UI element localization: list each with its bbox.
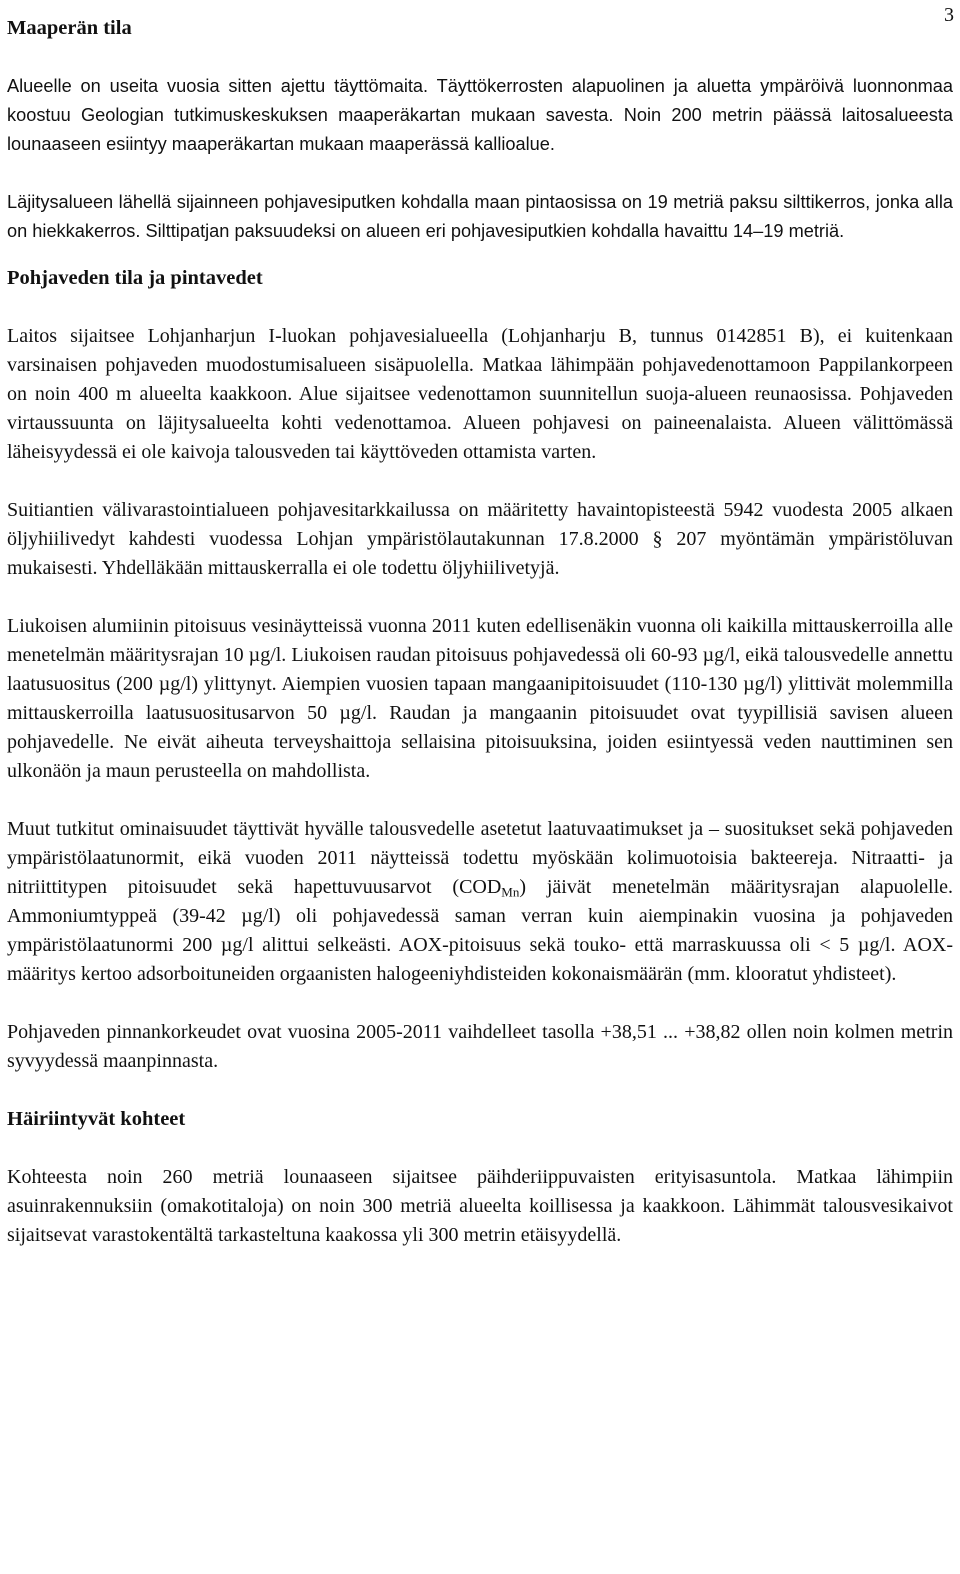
paragraph-soil-1: Alueelle on useita vuosia sitten ajettu täyttömaita. Täyttökerrosten alapuolinen ja aluetta ympäröivä luonnonmaa koostuu Geologian tutkimuskeskuksen maaperäkartan mukaan savesta. Noin 200 metrin päässä laitosalueesta lounaaseen esiintyy maaperäkartan mukaan maaperässä kallioalue. xyxy=(7,76,953,154)
section-heading-soil: Maaperän tila xyxy=(7,17,132,39)
paragraph-groundwater-4-text-a: Muut tutkitut ominaisuudet täyttivät hyvälle talousvedelle asetetut laatuvaatimukset ja – suositukset sekä pohjaveden ympäristölaatunormit, eikä vuoden 2011 näytteissä todettu myöskään kolimuotoisia bakteereja. Nitraatti- ja nitriittitypen pitoisuudet sekä hapettuvuusarvot (COD xyxy=(7,818,953,898)
paragraph-groundwater-4 xyxy=(7,815,953,989)
paragraph-groundwater-2: Suitiantien välivarastointialueen pohjavesitarkkailussa on määritetty havaintopisteestä 5942 vuodesta 2005 alkaen öljyhiilivedyt kahdesti vuodessa Lohjan ympäristölautakunnan 17.8.2000 § 207 myöntämän ympäristöluvan mukaisesti. Yhdelläkään mittauskerralla ei ole todettu öljyhiilivetyjä. xyxy=(7,499,953,579)
paragraph-groundwater-5: Pohjaveden pinnankorkeudet ovat vuosina 2005-2011 vaihdelleet tasolla +38,51 ... +38,82 ollen noin kolmen metrin syvyydessä maanpinnasta. xyxy=(7,1021,953,1072)
paragraph-soil-2: Läjitysalueen lähellä sijainneen pohjavesiputken kohdalla maan pintaosissa on 19 metriä paksu silttikerros, jonka alla on hiekkakerros. Silttipatjan paksuudeksi on alueen eri pohjavesiputkien kohdalla havaittu 14–19 metriä. xyxy=(7,192,953,241)
section-groundwater xyxy=(7,264,953,1076)
section-heading-sensitive: Häiriintyvät kohteet xyxy=(7,1108,186,1130)
paragraph-groundwater-4-text-b: ) jäivät menetelmän määritysrajan alapuolelle. Ammoniumtyppeä (39-42 µg/l) oli pohjavedessä saman verran kuin aiempinakin vuosina ja pohjaveden ympäristölaatunormi 200 µg/l alittui selkeästi. AOX-pitoisuus sekä touko- että marraskuussa oli < 5 µg/l. AOX-määritys kertoo adsorboituneiden orgaanisten halogeeniyhdisteiden kokonaismäärän (mm. klooratut yhdisteet). xyxy=(7,876,953,985)
cod-subscript: Mn xyxy=(501,884,520,900)
page-number: 3 xyxy=(944,4,954,26)
paragraph-sensitive-1: Kohteesta noin 260 metriä lounaaseen sijaitsee päihderiippuvaisten erityisasuntola. Matkaa lähimpiin asuinrakennuksiin (omakotitaloja) on noin 300 metriä alueelta koillisessa ja kaakkoon. Lähimmät talousvesikaivot sijaitsevat varastokentältä tarkasteltuna kaakossa yli 300 metrin etäisyydellä. xyxy=(7,1166,953,1246)
document-body xyxy=(7,14,953,1250)
paragraph-groundwater-1: Laitos sijaitsee Lohjanharjun I-luokan pohjavesialueella (Lohjanharju B, tunnus 0142851 B), ei kuitenkaan varsinaisen pohjaveden muodostumisalueen sisäpuolella. Matkaa lähimpään pohjavedenottamoon Pappilankorpeen on noin 400 m alueelta kaakkoon. Alue sijaitsee vedenottamon suunnitellun suoja-alueen reunaosissa. Pohjaveden virtaussuunta on läjitysalueelta kohti vedenottamoa. Alueen pohjavesi on paineenalaista. Alueen välittömässä läheisyydessä ei ole kaivoja talousveden tai käyttöveden ottamista varten. xyxy=(7,325,953,463)
section-sensitive xyxy=(7,1105,953,1250)
section-soil xyxy=(7,14,953,246)
section-heading-groundwater: Pohjaveden tila ja pintavedet xyxy=(7,267,263,289)
paragraph-groundwater-3: Liukoisen alumiinin pitoisuus vesinäytteissä vuonna 2011 kuten edellisenäkin vuonna oli kaikilla mittauskerroilla alle menetelmän määritysrajan 10 µg/l. Liukoisen raudan pitoisuus pohjavedessä oli 60-93 µg/l, eikä talousvedelle annettu laatusuositus (200 µg/l) ylittynyt. Aiempien vuosien tapaan mangaanipitoisuudet (110-130 µg/l) ylittivät molemmilla mittauskerroilla laatusuositusarvon 50 µg/l. Raudan ja mangaanin pitoisuudet ovat tyypillisiä savisen alueen pohjavedelle. Ne eivät aiheuta terveyshaittoja sellaisina pitoisuuksina, joiden esiintyessä veden nauttiminen sen ulkonäön ja maun perusteella on mahdollista. xyxy=(7,615,953,782)
